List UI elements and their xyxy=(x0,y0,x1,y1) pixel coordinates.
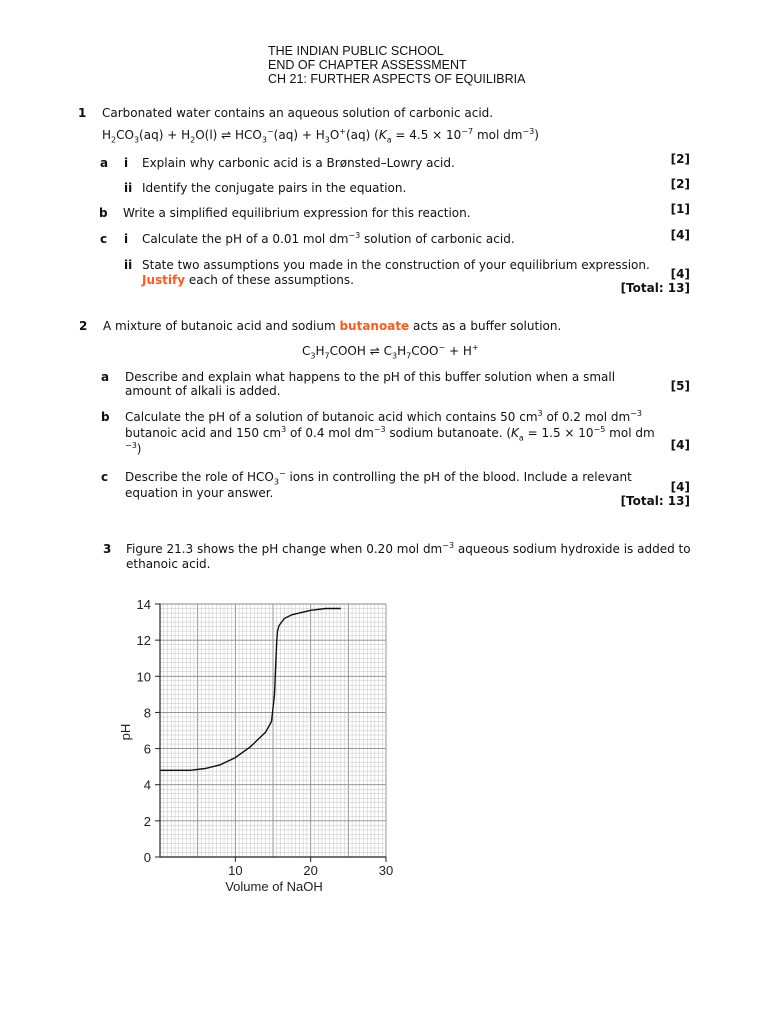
q1-a-ii-text: Identify the conjugate pairs in the equation. xyxy=(142,181,407,195)
q2-a-text1: Describe and explain what happens to the pH of this buffer solution when a small xyxy=(125,370,616,384)
y-tick-label: 12 xyxy=(136,633,151,649)
q2-intro-after: acts as a buffer solution. xyxy=(413,319,562,333)
y-axis-label: pH xyxy=(118,723,133,741)
q2-c-marks: [4] xyxy=(670,480,690,494)
x-tick-label: 20 xyxy=(303,863,318,878)
q2-number: 2 xyxy=(79,319,88,333)
q1-b-marks: [1] xyxy=(670,202,690,216)
y-tick-label: 10 xyxy=(136,669,151,685)
q2-a-text2: amount of alkali is added. xyxy=(125,384,281,398)
q2-b-line3: $^{-3}$) xyxy=(125,441,142,456)
q1-c-label: c xyxy=(100,232,108,246)
q1-a-label: a xyxy=(100,156,109,170)
y-tick-label: 14 xyxy=(136,597,151,612)
assessment-title: END OF CHAPTER ASSESSMENT xyxy=(268,58,467,72)
school-name: THE INDIAN PUBLIC SCHOOL xyxy=(268,44,444,58)
x-axis-label: Volume of NaOH xyxy=(225,879,323,894)
q3-text2: ethanoic acid. xyxy=(126,557,211,571)
q1-c-i-label: i xyxy=(124,232,129,246)
q1-a-ii-label: ii xyxy=(124,181,133,195)
q1-c-ii-text2: each of these assumptions. xyxy=(188,273,354,287)
x-tick-label: 30 xyxy=(378,863,394,878)
q2-c-text1: Describe the role of $HCO_3^-$ ions in controlling the pH of the blood. Include a relevant xyxy=(125,469,632,487)
q1-b-label: b xyxy=(99,206,108,220)
x-tick-label: 10 xyxy=(228,863,243,878)
q2-c-text2: equation in your answer. xyxy=(125,486,274,500)
q1-c-ii-text1: State two assumptions you made in the construction of your equilibrium expression. xyxy=(142,258,650,272)
q2-equation: $C_3H_7COOH$ ⇌ $C_3H_7COO^- + H^+$ xyxy=(302,343,479,361)
q2-b-line2: butanoic acid and 150 $cm^3$ of 0.4 mol $dm^{-3}$ sodium butanoate. ($K_a = 1.5 \times 10^{-5}$ mol dm xyxy=(125,425,655,443)
q1-intro: Carbonated water contains an aqueous solution of carbonic acid. xyxy=(102,106,494,120)
y-tick-label: 0 xyxy=(143,850,151,865)
q1-a-i-text: Explain why carbonic acid is a Brønsted–Lowry acid. xyxy=(142,156,455,170)
y-tick-label: 2 xyxy=(143,813,151,829)
q2-a-marks: [5] xyxy=(670,379,690,393)
chart-grid xyxy=(160,604,386,857)
q3-text1: Figure 21.3 shows the pH change when 0.20 mol $dm^{-3}$ aqueous sodium hydroxide is added to xyxy=(126,541,691,556)
q1-b-text: Write a simplified equilibrium expression for this reaction. xyxy=(123,206,471,220)
q1-total: [Total: 13] xyxy=(620,281,690,295)
y-tick-label: 6 xyxy=(143,741,151,757)
q2-total: [Total: 13] xyxy=(620,494,690,508)
q1-a-i-label: i xyxy=(124,156,129,170)
q1-c-ii-label: ii xyxy=(124,258,133,272)
q1-number: 1 xyxy=(78,106,87,120)
q2-b-marks: [4] xyxy=(670,438,690,452)
y-tick-label: 8 xyxy=(143,705,151,721)
q1-c-i-text: Calculate the pH of a 0.01 mol $dm^{-3}$ solution of carbonic acid. xyxy=(142,231,515,246)
justify-keyword: Justify xyxy=(142,273,186,287)
butanoate-keyword: butanoate xyxy=(339,319,410,333)
q1-equation: $H_2CO_3(aq) + H_2O(l)$ ⇌ $HCO_3^-(aq) + H_3O^+(aq) (K_a = 4.5 \times 10^{-7}$ mol $dm^{-3}$) xyxy=(102,127,539,145)
q2-a-label: a xyxy=(101,370,110,384)
q3-number: 3 xyxy=(103,542,112,556)
q1-c-ii-marks: [4] xyxy=(670,267,690,281)
q2-b-label: b xyxy=(101,410,110,424)
q1-a-i-marks: [2] xyxy=(670,152,690,166)
q1-c-i-marks: [4] xyxy=(670,228,690,242)
q2-c-label: c xyxy=(101,470,109,484)
q2-b-line1: Calculate the pH of a solution of butanoic acid which contains 50 $cm^3$ of 0.2 mol $dm^{-3}$ xyxy=(125,409,643,424)
q2-intro-before: A mixture of butanoic acid and sodium xyxy=(103,319,336,333)
q1-a-ii-marks: [2] xyxy=(670,177,690,191)
chapter-title: CH 21: FURTHER ASPECTS OF EQUILIBRIA xyxy=(268,72,526,86)
y-tick-label: 4 xyxy=(143,777,151,793)
